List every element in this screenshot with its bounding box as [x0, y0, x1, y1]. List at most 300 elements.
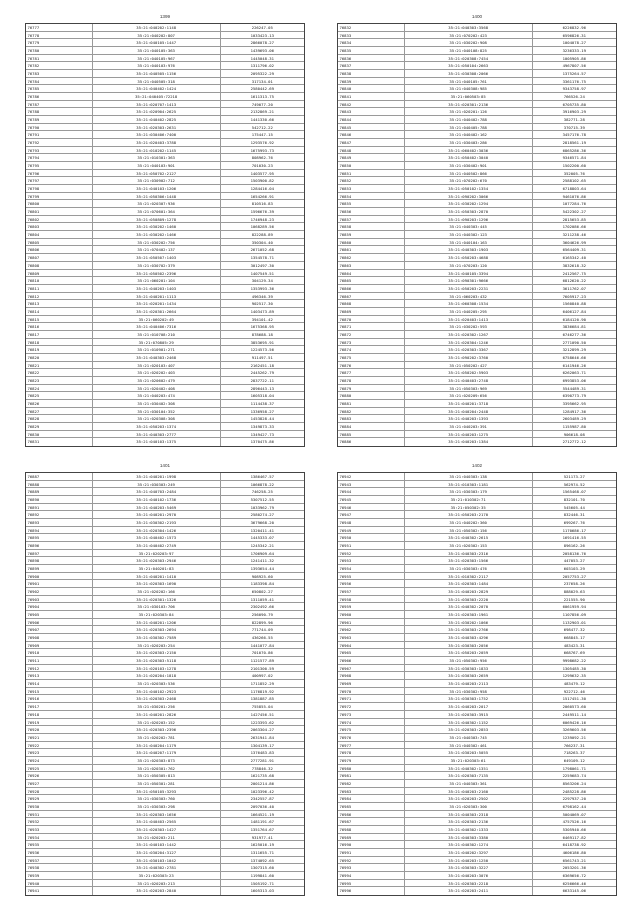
table-row [26, 834, 304, 842]
cadastral-number: 35:21:030202:1066 [405, 619, 533, 626]
value-cell: 1505192.71 [250, 880, 274, 886]
cadastral-number: 35:21:040403:2748 [405, 377, 533, 384]
value-cell: 1183398.84 [250, 581, 274, 587]
cadastral-number: 35:21:040105:761 [405, 78, 533, 85]
table-row [26, 550, 304, 558]
value-cell: 1245342.21 [250, 543, 274, 549]
row-number: 76916 [26, 695, 93, 702]
value-cell: 902517.30 [251, 301, 273, 307]
value-cell: 778846.32 [251, 765, 273, 771]
table-row [26, 316, 304, 324]
row-number: 76894 [26, 527, 93, 534]
value-cell: 1611313.75 [250, 94, 274, 100]
value-cell: 3211238.46 [562, 232, 586, 238]
row-number: 76938 [26, 864, 93, 871]
row-number: 76937 [26, 857, 93, 864]
value-cell: 911497.51 [251, 354, 273, 360]
cadastral-number: 35:21:040203:3076 [405, 872, 533, 879]
cadastral-number: 35:21:040303:2777 [93, 431, 221, 438]
row-number: 76805 [26, 239, 93, 246]
table-row [338, 316, 616, 324]
value-cell: 1176819.92 [250, 688, 274, 694]
value-cell: 3832618.32 [562, 262, 586, 268]
cadastral-number: 35:21:040201:1206 [93, 619, 221, 626]
table-row [26, 703, 304, 711]
cadastral-number: 35:21:030303:249 [93, 481, 221, 488]
cadastral-number: 35:21:020303:300 [405, 803, 533, 810]
table-row [338, 880, 616, 888]
cadastral-number: 35:21:050203:1374 [93, 423, 221, 430]
value-cell: 4967807.56 [562, 63, 586, 69]
value-cell: 878688.18 [251, 331, 273, 337]
value-cell: 436266.55 [251, 635, 273, 641]
value-cell: 317134.01 [251, 78, 273, 84]
table-row [26, 385, 304, 393]
table-row [26, 665, 304, 673]
cadastral-number: 35:21:030902:712 [93, 177, 221, 184]
value-cell: 808962.76 [251, 155, 273, 161]
value-cell: 1374092.65 [250, 857, 274, 863]
row-number: 76901 [26, 580, 93, 587]
value-cell: 6069426.16 [562, 719, 586, 725]
cadastral-number: 35:21:020303:2468 [93, 695, 221, 702]
records-table [25, 472, 305, 896]
value-cell: 304129.34 [251, 278, 273, 284]
value-cell: 766526.24 [563, 94, 585, 100]
value-cell: 2671052.68 [250, 247, 274, 253]
value-cell: 603103.29 [563, 566, 585, 572]
row-number: 76847 [338, 139, 405, 146]
row-number: 76793 [26, 147, 93, 154]
row-number: 76966 [338, 657, 405, 664]
cadastral-number: 35:21:020303:2218 [405, 880, 533, 887]
value-cell: 1284917.36 [562, 408, 586, 414]
table-row [338, 177, 616, 185]
table-row [338, 116, 616, 124]
row-number: 76807 [26, 254, 93, 261]
value-cell: 1033423.13 [250, 32, 274, 38]
cadastral-number: 35:21:020209:656 [405, 392, 533, 399]
value-cell: 1403577.95 [250, 170, 274, 176]
cadastral-number: 35:21:040201:2970 [93, 511, 221, 518]
table-row [26, 24, 304, 32]
cadastral-number: 35:21:020202:166 [93, 588, 221, 595]
row-number: 76871 [338, 323, 405, 330]
value-cell: 668767.69 [563, 650, 585, 656]
value-cell: 370715.39 [563, 124, 585, 130]
table-row [26, 680, 304, 688]
value-cell: 2603489.29 [562, 416, 586, 422]
table-row [26, 39, 304, 47]
table-row [338, 246, 616, 254]
cadastral-number: 35:21:030104:352 [93, 408, 221, 415]
cadastral-number: 35:21:020308:308 [93, 415, 221, 422]
table-row [338, 124, 616, 132]
row-number: 76906 [26, 619, 93, 626]
value-cell: 822288.89 [251, 232, 273, 238]
table-row [338, 726, 616, 734]
cadastral-number: 35:21:040203:1403 [93, 285, 221, 292]
table-row [26, 93, 304, 101]
value-cell: 175447.15 [251, 132, 273, 138]
value-cell: 9343758.97 [562, 86, 586, 92]
table-row [338, 408, 616, 416]
value-cell: 1503900.82 [250, 178, 274, 184]
cadastral-number: 35:21:020303:7135 [405, 772, 533, 779]
value-cell: 3269603.56 [562, 727, 586, 733]
value-cell: 1746948.23 [250, 216, 274, 222]
row-number: 76850 [338, 162, 405, 169]
cadastral-number: 35:21:050302:956 [405, 657, 533, 664]
cadastral-number: 35:21:040202:360 [405, 519, 533, 526]
cadastral-number: 35:21:020302:1267 [405, 331, 533, 338]
value-cell: 1304139.17 [250, 742, 274, 748]
table-row [26, 849, 304, 857]
table-row [338, 811, 616, 819]
table-row [26, 880, 304, 888]
row-number: 76804 [26, 231, 93, 238]
row-number: 76896 [26, 542, 93, 549]
row-number: 76927 [26, 780, 93, 787]
cadastral-number: 35:21:040205:295 [405, 308, 533, 315]
row-number: 76904 [26, 603, 93, 610]
cadastral-number: 35:21:030303:2766 [405, 626, 533, 633]
value-cell: 1654266.91 [250, 193, 274, 199]
row-number: 76784 [26, 78, 93, 85]
table-row [26, 354, 304, 362]
cadastral-number: 35:21:050203:2059 [405, 649, 533, 656]
table-row [338, 362, 616, 370]
row-number: 76975 [338, 726, 405, 733]
row-number: 76952 [338, 550, 405, 557]
cadastral-number: 35:21:040303:745 [405, 734, 533, 741]
row-number: 76978 [338, 749, 405, 756]
row-number: 76852 [338, 177, 405, 184]
value-cell: 1605313.03 [250, 888, 274, 894]
value-cell: 3604626.99 [562, 239, 586, 245]
table-row [26, 742, 304, 750]
row-number: 76813 [26, 300, 93, 307]
row-number: 76923 [26, 749, 93, 756]
table-row [26, 400, 304, 408]
row-number: 76835 [338, 47, 405, 54]
table-row [338, 550, 616, 558]
row-number: 76884 [338, 423, 405, 430]
row-number: 76782 [26, 62, 93, 69]
row-number: 76959 [338, 603, 405, 610]
row-number: 76977 [338, 742, 405, 749]
table-row [26, 765, 304, 773]
value-cell: 1664521.19 [250, 811, 274, 817]
table-row [338, 331, 616, 339]
value-cell: 483479.12 [563, 681, 585, 687]
table-row [26, 504, 304, 512]
value-cell: 1453828.44 [250, 416, 274, 422]
cadastral-number: 35:21:050104:2663 [405, 62, 533, 69]
row-number: 76918 [26, 711, 93, 718]
cadastral-number: 35:21:040103:1375 [93, 438, 221, 446]
row-number: 76934 [26, 834, 93, 841]
cadastral-number: 35:21:040302:2070 [405, 603, 533, 610]
cadastral-number: 35:21:020203:97 [93, 550, 221, 557]
cadastral-number: 35:21:020303:2694 [93, 626, 221, 633]
table-row [338, 772, 616, 780]
cadastral-number: 35:21:040303:2316 [405, 550, 533, 557]
cadastral-number: 35:21:020307:936 [93, 200, 221, 207]
cadastral-number: 35:21:090202:3066 [405, 193, 533, 200]
row-number: 76932 [26, 818, 93, 825]
table-row [26, 408, 304, 416]
value-cell: 7605917.23 [562, 293, 586, 299]
row-number: 76897 [26, 550, 93, 557]
cadastral-number: 35:21:030103:1042 [93, 857, 221, 864]
table-row [338, 742, 616, 750]
table-row [26, 726, 304, 734]
table-row [26, 32, 304, 40]
cadastral-number: 35:21:040402:2749 [93, 542, 221, 549]
table-row [26, 719, 304, 727]
cadastral-number: 35:21:030303:1752 [405, 695, 533, 702]
value-cell: 2449511.14 [562, 711, 586, 717]
table-row [26, 534, 304, 542]
cadastral-number: 35:21:040405:788 [405, 124, 533, 131]
cadastral-number: 35:21:020203:2502 [405, 795, 533, 802]
row-number: 76891 [26, 504, 93, 511]
value-cell: 1132903.01 [562, 619, 586, 625]
value-cell: 1293576.92 [250, 140, 274, 146]
cadastral-number: 35:21:020403:1413 [405, 316, 533, 323]
row-number: 76841 [338, 93, 405, 100]
value-cell: 256090.79 [251, 612, 273, 618]
table-panel-2 [337, 10, 617, 447]
row-number: 76972 [338, 703, 405, 710]
table-row [338, 346, 616, 354]
row-number: 76886 [338, 438, 405, 446]
value-cell: 221555.90 [563, 596, 585, 602]
value-cell: 4606186.80 [562, 849, 586, 855]
value-cell: 1311059.41 [250, 596, 274, 602]
table-row [26, 642, 304, 650]
cadastral-number: 35:21:020304:1426 [93, 527, 221, 534]
value-cell: 2712772.12 [562, 439, 586, 445]
value-cell: 2058136.76 [562, 550, 586, 556]
value-cell: 1311655.71 [250, 849, 274, 855]
value-cell: 896162.26 [563, 543, 585, 549]
value-cell: 698477.32 [563, 627, 585, 633]
row-number: 76815 [26, 316, 93, 323]
cadastral-number: 35:21:040303:2318 [405, 811, 533, 818]
value-cell: 545605.44 [563, 504, 585, 510]
page-number: 1400 [471, 14, 483, 19]
cadastral-number: 35:21:020203:213 [93, 880, 221, 887]
table-row [338, 300, 616, 308]
value-cell: 6256666.46 [562, 880, 586, 886]
table-row [26, 246, 304, 254]
value-cell: 1349427.73 [250, 431, 274, 437]
cadastral-number: 35:21:040201:3718 [405, 400, 533, 407]
row-number: 76969 [338, 680, 405, 687]
table-row [338, 619, 616, 627]
table-row [26, 323, 304, 331]
cadastral-number: 35:21:060202:49 [93, 316, 221, 323]
value-cell: 2815653.85 [562, 216, 586, 222]
value-cell: 1005905.86 [562, 55, 586, 61]
cadastral-number: 35:21:040303:3380 [405, 834, 533, 841]
value-cell: 9346571.84 [562, 155, 586, 161]
value-cell: 699267.76 [563, 520, 585, 526]
row-number: 76870 [338, 316, 405, 323]
value-cell: 1311796.02 [250, 63, 274, 69]
row-number: 76814 [26, 308, 93, 315]
row-number: 76882 [338, 408, 405, 415]
row-number: 76964 [338, 642, 405, 649]
cadastral-number: 35:21:020202:781 [93, 734, 221, 741]
row-number: 76865 [338, 277, 405, 284]
row-number: 76892 [26, 511, 93, 518]
value-cell: 3212899.29 [562, 347, 586, 353]
row-number: 76843 [338, 108, 405, 115]
cadastral-number: 35:21:050702:2127 [93, 170, 221, 177]
row-number: 76830 [26, 431, 93, 438]
table-row [26, 369, 304, 377]
row-number: 76879 [338, 385, 405, 392]
cadastral-number: 35:21:090301:9666 [405, 277, 533, 284]
value-cell: 3836684.81 [562, 324, 586, 330]
table-row [338, 688, 616, 696]
value-cell: 1004078.27 [562, 40, 586, 46]
value-cell: 650802.27 [251, 589, 273, 595]
row-number: 76917 [26, 703, 93, 710]
cadastral-number: 35:21:030402:901 [405, 162, 533, 169]
cadastral-number: 35:21:030202:593 [405, 323, 533, 330]
value-cell: 2095322.29 [250, 71, 274, 77]
table-row [338, 473, 616, 481]
value-cell: 3236333.19 [562, 48, 586, 54]
cadastral-number: 35:21:030302:2193 [93, 519, 221, 526]
row-number: 76785 [26, 85, 93, 92]
cadastral-number: 35:21:020303:873 [93, 757, 221, 764]
row-number: 76840 [338, 85, 405, 92]
cadastral-number: 35:21:020303:1566 [405, 557, 533, 564]
row-number: 76881 [338, 400, 405, 407]
table-row [26, 826, 304, 834]
value-cell: 2631941.84 [250, 734, 274, 740]
value-cell: 3395662.95 [562, 400, 586, 406]
value-cell: 1798061.71 [562, 765, 586, 771]
cadastral-number: 35:21:040201:2826 [93, 711, 221, 718]
table-row [338, 101, 616, 109]
table-row [338, 208, 616, 216]
value-cell: 2866078.27 [250, 40, 274, 46]
table-row [26, 657, 304, 665]
row-number: 76854 [338, 193, 405, 200]
table-row [338, 803, 616, 811]
cadastral-number: 35:21:030303:2220 [405, 596, 533, 603]
table-row [26, 216, 304, 224]
row-number: 76860 [338, 239, 405, 246]
row-number: 76811 [26, 285, 93, 292]
cadastral-number: 35:21:030201:256 [93, 703, 221, 710]
row-number: 76810 [26, 277, 93, 284]
cadastral-number: 35:21:020103:1278 [93, 665, 221, 672]
row-number: 76922 [26, 742, 93, 749]
value-cell: 226247.05 [251, 25, 273, 30]
row-number: 76921 [26, 734, 93, 741]
cadastral-number: 35:21:050809:1278 [93, 216, 221, 223]
table-row [338, 826, 616, 834]
row-number: 76887 [26, 473, 93, 480]
cadastral-number: 35:21:040303:1903 [405, 246, 533, 253]
row-number: 76955 [338, 573, 405, 580]
cadastral-number: 35:21:020202:403 [93, 369, 221, 376]
value-cell: 1441077.84 [250, 642, 274, 648]
table-row [26, 772, 304, 780]
value-cell: 2777281.91 [250, 757, 274, 763]
value-cell: 1502200.60 [562, 163, 586, 169]
table-row [26, 108, 304, 116]
cadastral-number: 35:21:050305:813 [93, 772, 221, 779]
row-number: 76778 [26, 32, 93, 39]
value-cell: 400997.02 [251, 673, 273, 679]
table-row [26, 185, 304, 193]
table-row [26, 542, 304, 550]
value-cell: 394101.42 [251, 316, 273, 322]
row-number: 76980 [338, 765, 405, 772]
cadastral-number: 35:21:020602:479 [93, 377, 221, 384]
value-cell: 2342557.87 [250, 796, 274, 802]
cadastral-number: 35:21:030103:706 [93, 603, 221, 610]
row-number: 76851 [338, 170, 405, 177]
row-number: 76948 [338, 519, 405, 526]
records-table [337, 472, 617, 896]
cadastral-number: 35:21:020303:61 [405, 757, 533, 764]
value-cell: 2060573.60 [562, 704, 586, 710]
table-row [26, 331, 304, 339]
table-row [26, 527, 304, 535]
value-cell: 810516.83 [251, 201, 273, 207]
row-number: 76826 [26, 400, 93, 407]
cadastral-number: 35:21:040105:3394 [405, 270, 533, 277]
value-cell: 701070.86 [251, 650, 273, 656]
row-number: 76899 [26, 565, 93, 572]
value-cell: 746258.25 [251, 489, 273, 495]
value-cell: 2445262.79 [250, 370, 274, 376]
value-cell: 1375264.57 [562, 71, 586, 77]
value-cell: 1305485.30 [562, 665, 586, 671]
row-number: 76989 [338, 834, 405, 841]
table-row [338, 147, 616, 155]
row-number: 76910 [26, 649, 93, 656]
cadastral-number: 35:21:020402:408 [93, 385, 221, 392]
table-row [26, 415, 304, 423]
table-row [338, 857, 616, 865]
cadastral-number: 35:21:040302:1351 [405, 765, 533, 772]
value-cell: 1299632.35 [562, 673, 586, 679]
table-row [26, 864, 304, 872]
value-cell: 6165342.40 [562, 255, 586, 261]
row-number: 76869 [338, 308, 405, 315]
value-cell: 1170686.17 [562, 527, 586, 533]
cadastral-number: 35:21:040105:363 [93, 47, 221, 54]
cadastral-number: 35:21:030303:2056 [405, 642, 533, 649]
value-cell: 6369656.72 [562, 872, 586, 878]
cadastral-number: 35:21:050203:4688 [405, 254, 533, 261]
cadastral-number: 35:21:010302:71 [405, 496, 533, 503]
row-number: 76878 [338, 377, 405, 384]
value-cell: 2101300.59 [250, 665, 274, 671]
row-number: 76849 [338, 154, 405, 161]
value-cell: 4757526.16 [562, 819, 586, 825]
